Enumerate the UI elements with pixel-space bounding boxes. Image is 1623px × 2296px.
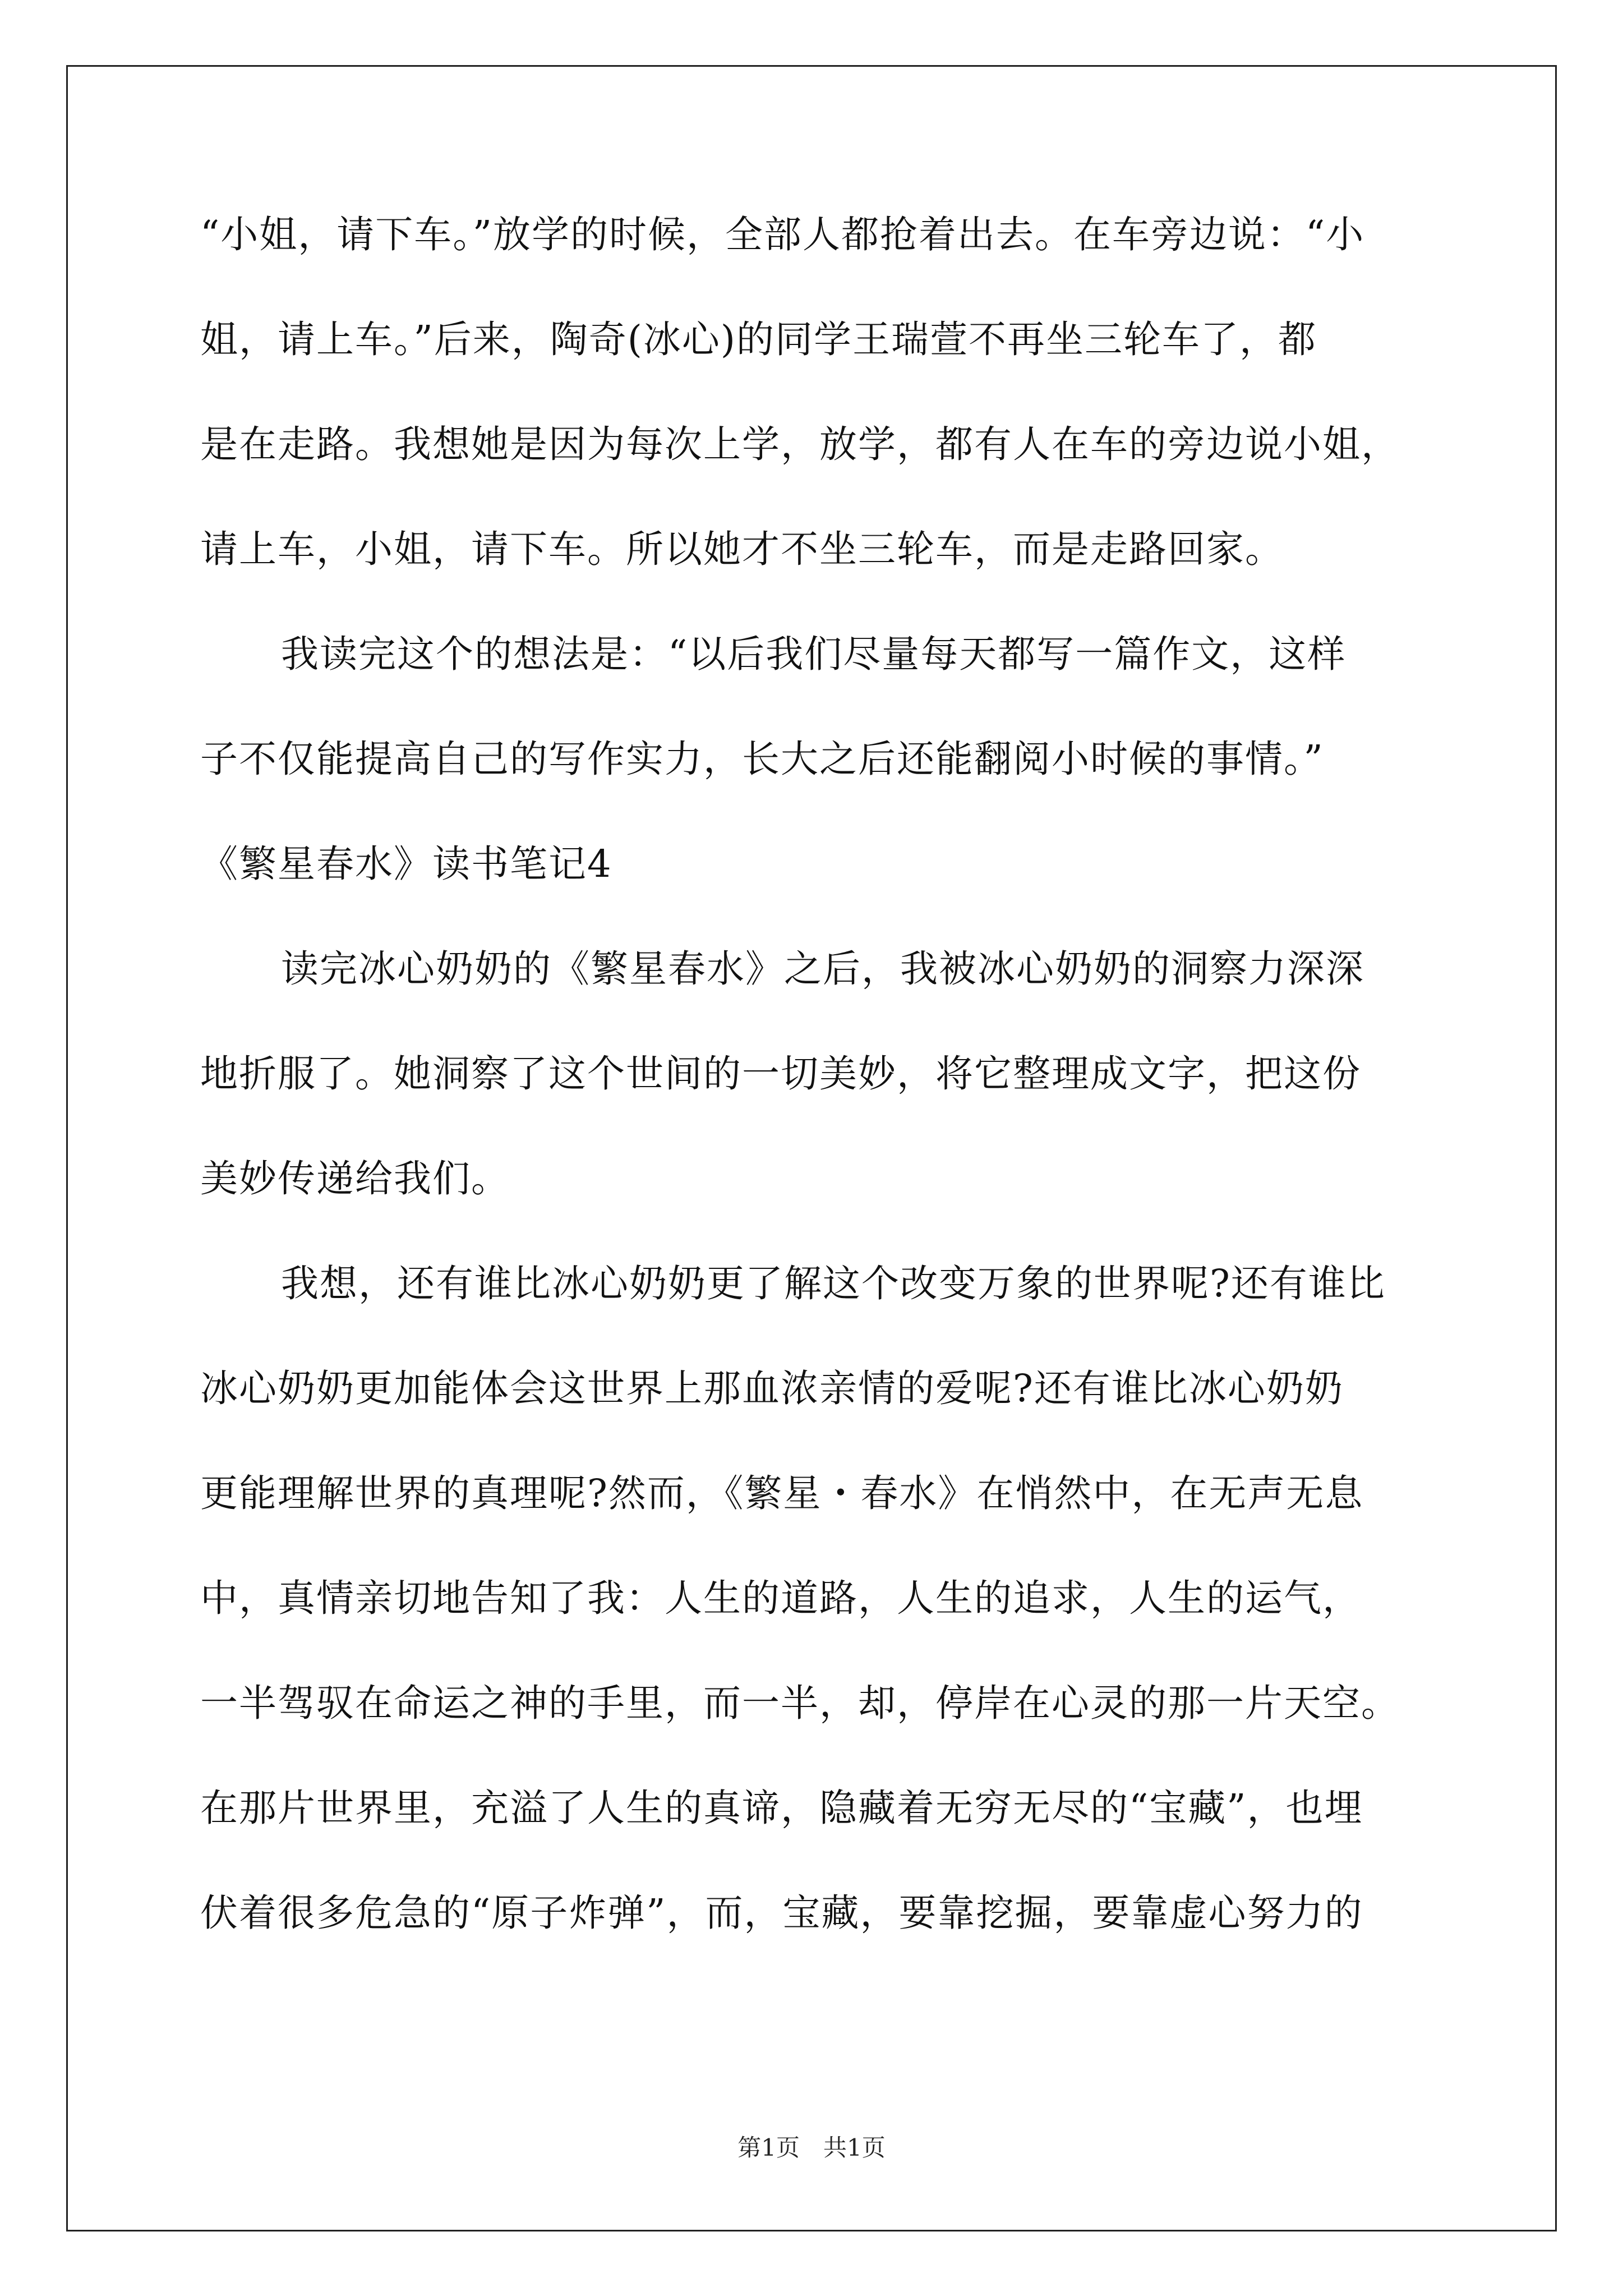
paragraph-line: 姐，请上车。”后来，陶奇(冰心)的同学王瑞萱不再坐三轮车了，都 [200,318,1317,361]
paragraph-line: 一半驾驭在命运之神的手里，而一半，却，停岸在心灵的那一片天空。 [200,1681,1400,1725]
paragraph-line: 是在走路。我想她是因为每次上学，放学，都有人在车的旁边说小姐， [200,422,1400,466]
paragraph-line: 子不仅能提高自己的写作实力，长大之后还能翻阅小时候的事情。” [200,737,1324,781]
paragraph-line: 中，真情亲切地告知了我：人生的道路，人生的追求，人生的运气， [200,1576,1361,1620]
page-number-footer: 第1页 共1页 [737,2134,886,2161]
paragraph-line: 我读完这个的想法是：“以后我们尽量每天都写一篇作文，这样 [281,632,1347,676]
section-heading: 《繁星春水》读书笔记4 [200,842,612,886]
document-body [200,213,1428,1999]
paragraph-line: 我想，还有谁比冰心奶奶更了解这个改变万象的世界呢?还有谁比 [281,1262,1386,1305]
paragraph-line: 请上车，小姐，请下车。所以她才不坐三轮车，而是走路回家。 [200,527,1284,571]
paragraph-line: 冰心奶奶更加能体会这世界上那血浓亲情的爱呢?还有谁比冰心奶奶 [200,1366,1344,1410]
paragraph-line: “小姐，请下车。”放学的时候，全部人都抢着出去。在车旁边说：“小 [200,213,1365,256]
paragraph-line: 地折服了。她洞察了这个世间的一切美妙，将它整理成文字，把这份 [200,1052,1361,1096]
paragraph-line: 更能理解世界的真理呢?然而，《繁星・春水》在悄然中，在无声无息 [200,1471,1364,1515]
paragraph-line: 读完冰心奶奶的《繁星春水》之后，我被冰心奶奶的洞察力深深 [281,947,1364,991]
paragraph-line: 在那片世界里，充溢了人生的真谛，隐藏着无穷无尽的“宝藏”，也埋 [200,1786,1363,1830]
paragraph-line: 伏着很多危急的“原子炸弹”，而，宝藏，要靠挖掘，要靠虚心努力的 [200,1891,1363,1935]
paragraph-line: 美妙传递给我们。 [200,1157,510,1200]
